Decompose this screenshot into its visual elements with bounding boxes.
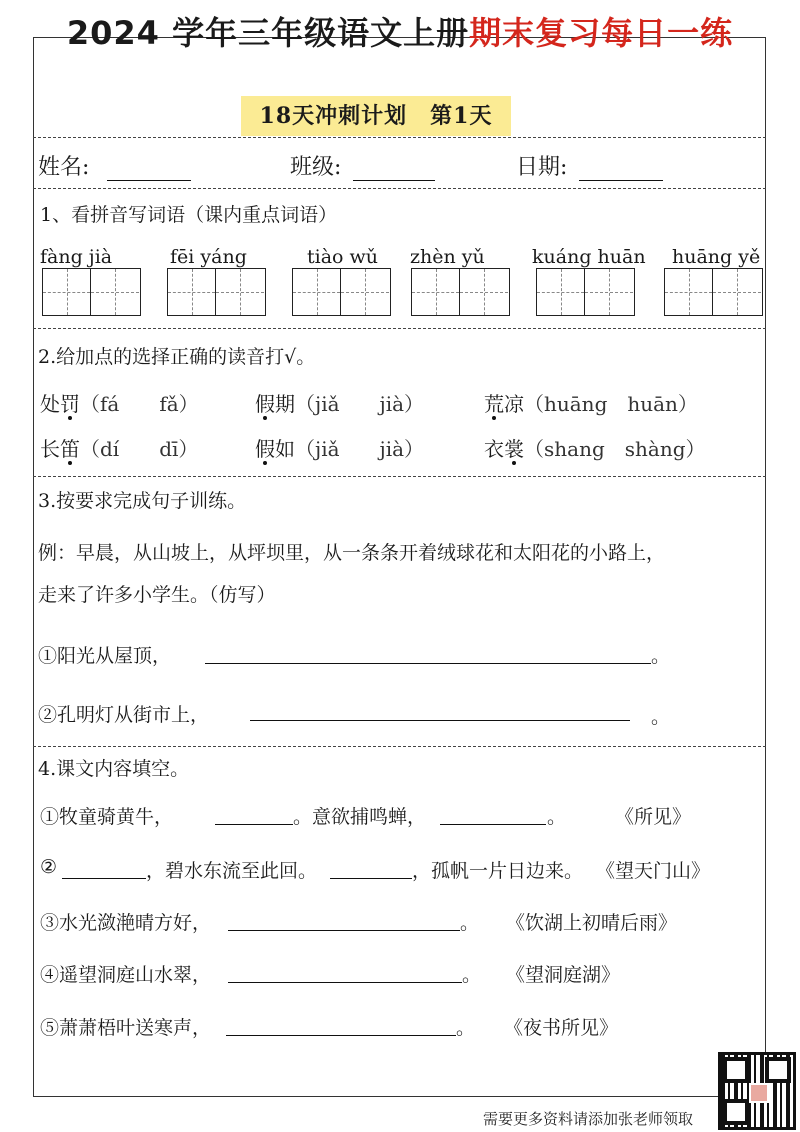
- poem-blank-3[interactable]: [62, 878, 146, 879]
- page-title: [0, 8, 800, 54]
- q3-period-2: 。: [651, 706, 671, 728]
- name-field[interactable]: [38, 150, 191, 181]
- divider: [33, 476, 766, 477]
- writing-grid-4[interactable]: [411, 268, 510, 316]
- q3-sentence-2: ②孔明灯从街市上，: [38, 704, 210, 726]
- poem-line-5a: ⑤萧萧梧叶送寒声，: [40, 1017, 212, 1039]
- divider: [33, 328, 766, 329]
- poem-blank-6[interactable]: [228, 982, 462, 983]
- date-field[interactable]: [516, 150, 663, 181]
- poem-source-2: 《望天门山》: [596, 860, 711, 882]
- class-label: 班级:: [290, 155, 342, 180]
- poem-line-1b: 。意欲捕鸣蝉，: [293, 806, 427, 828]
- poem-line-5b: 。: [456, 1017, 476, 1039]
- poem-line-2c: ，孤帆一片日边来。: [412, 860, 584, 882]
- poem-line-3a: ③水光潋滟晴方好，: [40, 912, 212, 934]
- q3-sentence-1: ①阳光从屋顶，: [38, 645, 172, 667]
- date-label: 日期:: [516, 155, 568, 180]
- name-blank[interactable]: [107, 156, 191, 181]
- poem-blank-7[interactable]: [226, 1035, 456, 1036]
- poem-line-2b: ，碧水东流至此回。: [146, 860, 318, 882]
- q3-example-line2: 走来了许多小学生。（仿写）: [38, 584, 276, 606]
- class-field[interactable]: [290, 150, 435, 181]
- poem-blank-1[interactable]: [215, 824, 293, 825]
- writing-grid-5[interactable]: [536, 268, 635, 316]
- writing-grid-3[interactable]: [292, 268, 391, 316]
- pron-item-3[interactable]: 荒凉（huāng huān）: [484, 392, 698, 416]
- writing-grid-2[interactable]: [167, 268, 266, 316]
- q2-title: 2.给加点的选择正确的读音打√。: [38, 346, 316, 368]
- q3-period-1: 。: [651, 645, 671, 667]
- q3-answer-2[interactable]: [250, 720, 630, 721]
- q4-title: 4.课文内容填空。: [38, 758, 190, 780]
- pron-item-5[interactable]: 假如（jiǎ jià）: [255, 437, 425, 461]
- pinyin-5: kuáng huān: [532, 246, 646, 268]
- poem-line-3b: 。: [460, 912, 480, 934]
- poem-line-1c: 。: [547, 806, 567, 828]
- pinyin-6: huāng yě: [672, 246, 761, 268]
- divider: [33, 746, 766, 747]
- poem-line-4a: ④遥望洞庭山水翠，: [40, 964, 212, 986]
- name-label: 姓名:: [38, 155, 90, 180]
- qr-code-icon[interactable]: [718, 1052, 796, 1130]
- title-main: 2024 学年三年级语文上册: [66, 14, 470, 52]
- date-blank[interactable]: [579, 156, 663, 181]
- poem-blank-4[interactable]: [330, 878, 412, 879]
- poem-source-5: 《夜书所见》: [504, 1017, 619, 1039]
- poem-source-3: 《饮湖上初晴后雨》: [506, 912, 678, 934]
- pinyin-3: tiào wǔ: [307, 246, 379, 268]
- writing-grid-1[interactable]: [42, 268, 141, 316]
- pinyin-4: zhèn yǔ: [410, 246, 485, 268]
- pinyin-2: fēi yáng: [170, 246, 247, 268]
- q3-answer-1[interactable]: [205, 663, 651, 664]
- footer-note: 需要更多资料请添加张老师领取: [483, 1110, 694, 1128]
- pron-item-1[interactable]: 处罚（fá fǎ）: [40, 392, 199, 416]
- poem-source-1: 《所见》: [615, 806, 692, 828]
- divider: [33, 137, 766, 138]
- poem-line-2a: ②: [40, 856, 58, 878]
- divider: [33, 188, 766, 189]
- poem-blank-2[interactable]: [440, 824, 546, 825]
- poem-line-1a: ①牧童骑黄牛，: [40, 806, 174, 828]
- poem-blank-5[interactable]: [228, 930, 460, 931]
- q3-title: 3.按要求完成句子训练。: [38, 490, 247, 512]
- pron-item-2[interactable]: 假期（jiǎ jià）: [255, 392, 425, 416]
- poem-line-4b: 。: [462, 964, 482, 986]
- q3-example-line1: 例：早晨，从山坡上，从坪坝里，从一条条开着绒球花和太阳花的小路上，: [38, 542, 666, 564]
- writing-grid-6[interactable]: [664, 268, 763, 316]
- subtitle-banner: 18天冲刺计划 第1天: [241, 96, 511, 136]
- pinyin-1: fàng jià: [40, 246, 113, 268]
- class-blank[interactable]: [353, 156, 435, 181]
- pron-item-6[interactable]: 衣裳（shang shàng）: [484, 437, 706, 461]
- worksheet: [33, 37, 766, 1097]
- poem-source-4: 《望洞庭湖》: [506, 964, 621, 986]
- q1-title: 1、看拼音写词语（课内重点词语）: [40, 204, 338, 226]
- title-highlight: 期末复习每日一练: [469, 14, 734, 52]
- pron-item-4[interactable]: 长笛（dí dī）: [40, 437, 199, 461]
